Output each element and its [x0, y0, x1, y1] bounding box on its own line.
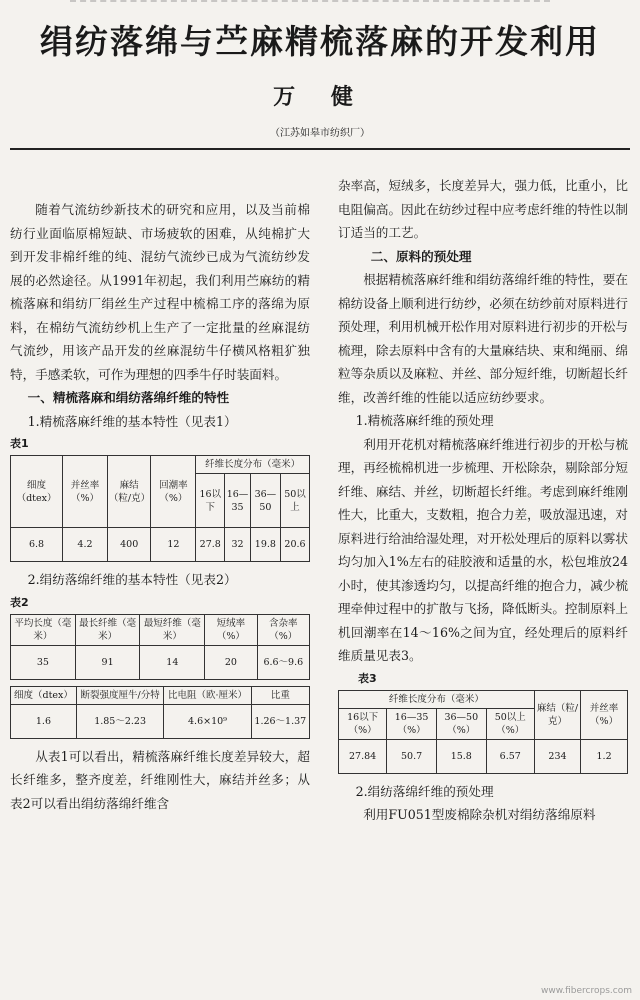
table1-cell: 19.8 [250, 528, 280, 562]
section1-heading: 一、精梳落麻和绢纺落绵纤维的特性 [27, 390, 230, 405]
table1-group-header: 纤维长度分布（毫米） [196, 456, 310, 474]
table2-part-a [10, 614, 310, 680]
top-handwriting-marks [70, 0, 550, 16]
table2-label: 表2 [10, 595, 29, 609]
article-title: 绢纺落绵与苎麻精梳落麻的开发利用 [40, 22, 600, 61]
table3-label: 表3 [358, 671, 377, 685]
table2-cell: 35 [11, 645, 76, 679]
subsection3-heading: 1.精梳落麻纤维的预处理 [355, 413, 494, 428]
table3-cell: 6.57 [486, 739, 534, 773]
pretreatment-paragraph: 根据精梳落麻纤维和绢纺落绵纤维的特性，要在棉纺设备上顺利进行纺纱，必须在纺纱前对原料进行预处理，利用机械开松作用对原料进行初步的开松与梳理，除去原料中含有的大量麻结块、束和绳丽、绵粒等杂质以及麻粒、并丝、部分短纤维，切断超长纤维，改善纤维的性能以适应纺纱要求。 [338, 272, 628, 405]
right-column [338, 174, 628, 827]
table3-cell: 234 [534, 739, 580, 773]
author-affiliation: （江苏如皋市纺织厂） [270, 128, 370, 139]
table2-header: 最短纤维（毫米） [140, 614, 205, 645]
table2-header: 细度（dtex） [11, 686, 77, 704]
table3-header: 并丝率（%） [581, 690, 628, 739]
section2-heading: 二、原料的预处理 [370, 248, 472, 264]
table1-cell: 12 [151, 528, 196, 562]
table2-header: 平均长度（毫米） [11, 614, 76, 645]
table2-header: 含杂率（%） [257, 614, 309, 645]
intro-paragraph: 随着气流纺纱新技术的研究和应用，以及当前棉纺行业面临原棉短缺、市场疲软的困难，从纯棉扩大到开发非棉纤维的纯、混纺气流纱已成为气流纺纱发展的必然途径。从1991年初起，我们利用苎麻纺的精梳落麻和绢纺厂绢丝生产过程中梳棉工序的落绵为原料，在棉纺气流纺纱机上生产了一定批量的丝麻混纺气流纱，用该产品开发的丝麻混纺牛仔横风格粗犷独特，手感柔软，可作为理想的四季牛仔时装面料。 [10, 202, 310, 382]
right-closing-paragraph: 利用FU051型废棉除杂机对绢纺落绵原料 [363, 807, 596, 822]
table1-cell: 400 [107, 528, 151, 562]
table2-cell: 1.26～1.37 [251, 704, 309, 738]
table3 [338, 690, 628, 774]
left-closing-paragraph: 从表1可以看出，精梳落麻纤维长度差异较大，超长纤维多，整齐度差，纤维刚性大，麻结并丝多；从表2可以看出绢纺落绵纤维含 [10, 748, 310, 811]
table3-group-header: 纤维长度分布（毫米） [339, 690, 535, 708]
table1-cell: 20.6 [280, 528, 309, 562]
table1-cell: 27.8 [196, 528, 225, 562]
table3-dist-header: 16—35（%） [387, 708, 437, 739]
watermark: www.fibercrops.com [541, 986, 632, 996]
table3-header: 麻结（粒/克） [534, 690, 580, 739]
table1-dist-header: 50以上 [280, 474, 309, 528]
table3-cell: 15.8 [436, 739, 486, 773]
table1-dist-header: 36—50 [250, 474, 280, 528]
table2-cell: 14 [140, 645, 205, 679]
table1-cell: 6.8 [11, 528, 63, 562]
table2-header: 短绒率（%） [205, 614, 257, 645]
table3-cell: 1.2 [581, 739, 628, 773]
table3-dist-header: 50以上（%） [486, 708, 534, 739]
table2-header: 比重 [251, 686, 309, 704]
table1-header: 并丝率（%） [63, 456, 108, 528]
table2-part-b [10, 686, 310, 739]
table2-cell: 1.6 [11, 704, 77, 738]
table2-header: 最长纤维（毫米） [75, 614, 140, 645]
table2-cell: 4.6×10⁹ [164, 704, 251, 738]
left-column [10, 198, 310, 815]
table2-cell: 91 [75, 645, 140, 679]
table3-dist-header: 16以下（%） [339, 708, 387, 739]
table2-cell: 20 [205, 645, 257, 679]
subsection2-heading: 2.绢纺落绵纤维的基本特性（见表2） [27, 572, 237, 587]
header-rule [10, 148, 630, 150]
table2-cell: 1.85～2.23 [76, 704, 163, 738]
subsection1-heading: 1.精梳落麻纤维的基本特性（见表1） [27, 413, 237, 429]
table3-dist-header: 36—50（%） [436, 708, 486, 739]
continued-paragraph: 杂率高，短绒多，长度差异大，强力低，比重小，比电阻偏高。因此在纺纱过程中应考虑纤维的特性以制订适当的工艺。 [338, 178, 628, 240]
table2-header: 断裂强度厘牛/分特 [76, 686, 163, 704]
table1-cell: 4.2 [63, 528, 108, 562]
ramie-pretreatment-paragraph: 利用开花机对精梳落麻纤维进行初步的开松与梳理，再经梳棉机进一步梳理、开松除杂，剔除部分短纤维、麻结、并丝，切断超长纤维。考虑到麻纤维刚性大，比重大，支数粗，抱合力差，吸放湿迅速，对原料进行给油给湿处理，对开松处理后的原料以雾状均匀加入1%左右的硅胶液和适量的水，松包堆放24小时，使其渗透均匀，以提高纤维的抱合力，减少梳理牵伸过程中的扩散与飞扬，降低断头。控制原料上机回潮率在14～16%之间为宜，经处理后的原料纤维质量见表3。 [338, 436, 628, 663]
table3-cell: 27.84 [339, 739, 387, 773]
author-name: 万 健 [273, 85, 367, 110]
subsection4-heading: 2.绢纺落绵纤维的预处理 [355, 783, 494, 799]
table1-header: 细度（dtex） [11, 456, 63, 528]
table1-dist-header: 16—35 [225, 474, 251, 528]
table1-header: 麻结（粒/克） [107, 456, 151, 528]
table3-cell: 50.7 [387, 739, 437, 773]
table1 [10, 455, 310, 562]
table2-header: 比电阻（欧·厘米） [164, 686, 251, 704]
table1-dist-header: 16以下 [196, 474, 225, 528]
table1-header: 回潮率（%） [151, 456, 196, 528]
table1-cell: 32 [225, 528, 251, 562]
table2-cell: 6.6～9.6 [257, 645, 309, 679]
table1-label: 表1 [10, 437, 29, 450]
